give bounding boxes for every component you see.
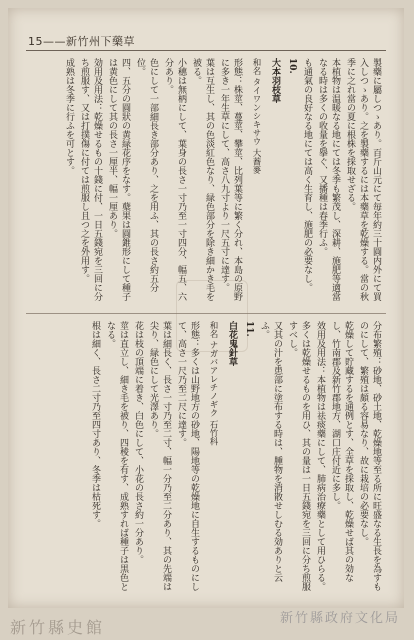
section-number: 10. <box>287 58 297 74</box>
bottom-paragraph: 分布繁殖：砂地、砂土地、乾燥地等至る所に旺盛なる生長を為すものにして、繁殖は頗る容易なり、故に栽培の必要なし。 <box>358 321 381 591</box>
bottom-paragraph: 乾燥して貯藏するを通例とす、全草を採取し、乾燥せば其の効なし、竹南郡及新竹郡地方、湖口庄付近に多し。 <box>330 321 353 582</box>
bottom-section <box>22 321 382 593</box>
library-stamp: 新竹縣史館 <box>10 618 106 637</box>
body-paragraph: 形態：多くは山野地方の砂地、陽地等の乾燥地に自生するものにして、高さ一尺乃至二尺に達す。 <box>176 321 199 591</box>
bottom-paragraph: 又其の汁を患部に塗布する時は、腫物を消散せしむる効ありと云ふ。 <box>259 321 282 582</box>
page-header: 15——新竹州下藥草 <box>28 35 135 48</box>
body-paragraph: 葉は細長く、長さ一寸乃至二寸、幅一分乃至二分あり、其の先端は尖り、緑色にして光澤あり。 <box>148 321 171 591</box>
bottom-paragraph: 效用及用法：本植物は祛痰藥にして、肺病治療藥として用ひらる。 <box>315 321 325 591</box>
body-paragraph: 小穗は無柄にして、葉身の長さ一寸乃至一寸四分、幅五、六分あり。 <box>163 58 186 301</box>
section-meta: 和名 ナガバアレチノギク 石竹科 <box>208 321 218 446</box>
top-section <box>22 58 382 308</box>
section-title: 白花鬼針草 <box>227 321 237 366</box>
bottom-paragraph: 多くは乾燥せるものを用ひ、其の量は一日五錢宛を三回に分ち煎服すべし。 <box>287 321 310 591</box>
body-paragraph: 色にして一部細長き部分あり、之を用ふ、其の長さ約五分位。 <box>135 58 158 292</box>
section-title: 大本羽枝草 <box>270 58 280 103</box>
top-paragraph: 製藥に屬しつゝあり。百斤山元にて毎年約三十圓内外にて買入しつゝあり。之を製藥するには本藥草を乾燥する。當の秋季に之れ當の夏に根株を採取せざる。 <box>345 58 381 301</box>
document-page <box>8 8 404 608</box>
body-paragraph: 形態：株莖、蔓莖、攀莖、比列葉等に繁く分れ、本島の原野に多き一年生草にして、高さ八九寸より一尺五寸に達す。 <box>219 58 242 301</box>
top-paragraph: 本植物は温暖なる地にては冬季も繁茂し、深耕、施肥等適當なる時は多くの收量を擧ぐ、又播種は春季行ふ。 <box>317 58 340 301</box>
header-rule <box>26 50 386 51</box>
body-paragraph: 莖は直立し、細き毛を被り、四稜を有す、成熟すれば種子は黒色となる。 <box>105 321 128 591</box>
archive-watermark: 新竹縣政府文化局 <box>279 611 400 626</box>
body-paragraph: 根は細く、長さ二寸乃至四寸あり、冬季は枯死す。 <box>90 321 100 528</box>
body-paragraph: 効用及用法：乾燥せるもの十錢に付、一日五錢宛を三回に分ち煎服す、又は打撲傷に付ては煎服し且つ之を外用す。 <box>79 58 102 301</box>
body-paragraph: 成熟は冬季に行ふを可とす。 <box>64 58 74 175</box>
body-paragraph: 花は枝の頂端に着き、白色にして、小花の長さ約一分あり。 <box>133 321 143 564</box>
body-paragraph: 葉は互生し、其の色淡紅色なり、緑色部分を除き細かき毛を被る。 <box>191 58 214 301</box>
section-meta: 和名 タイワンシキサウ 大蕎麥 <box>251 58 261 174</box>
body-paragraph: 四、五分の圓狀の黄緑花序をなす。蘖果は圓錐形にして種子は黄色にして其の長さ一厘半、幅一厘あり。 <box>107 58 130 301</box>
section-number: 11. <box>244 321 254 337</box>
top-paragraph: も通氣の良好なる地にては高く生育し、施肥の必要なし。 <box>302 58 312 292</box>
